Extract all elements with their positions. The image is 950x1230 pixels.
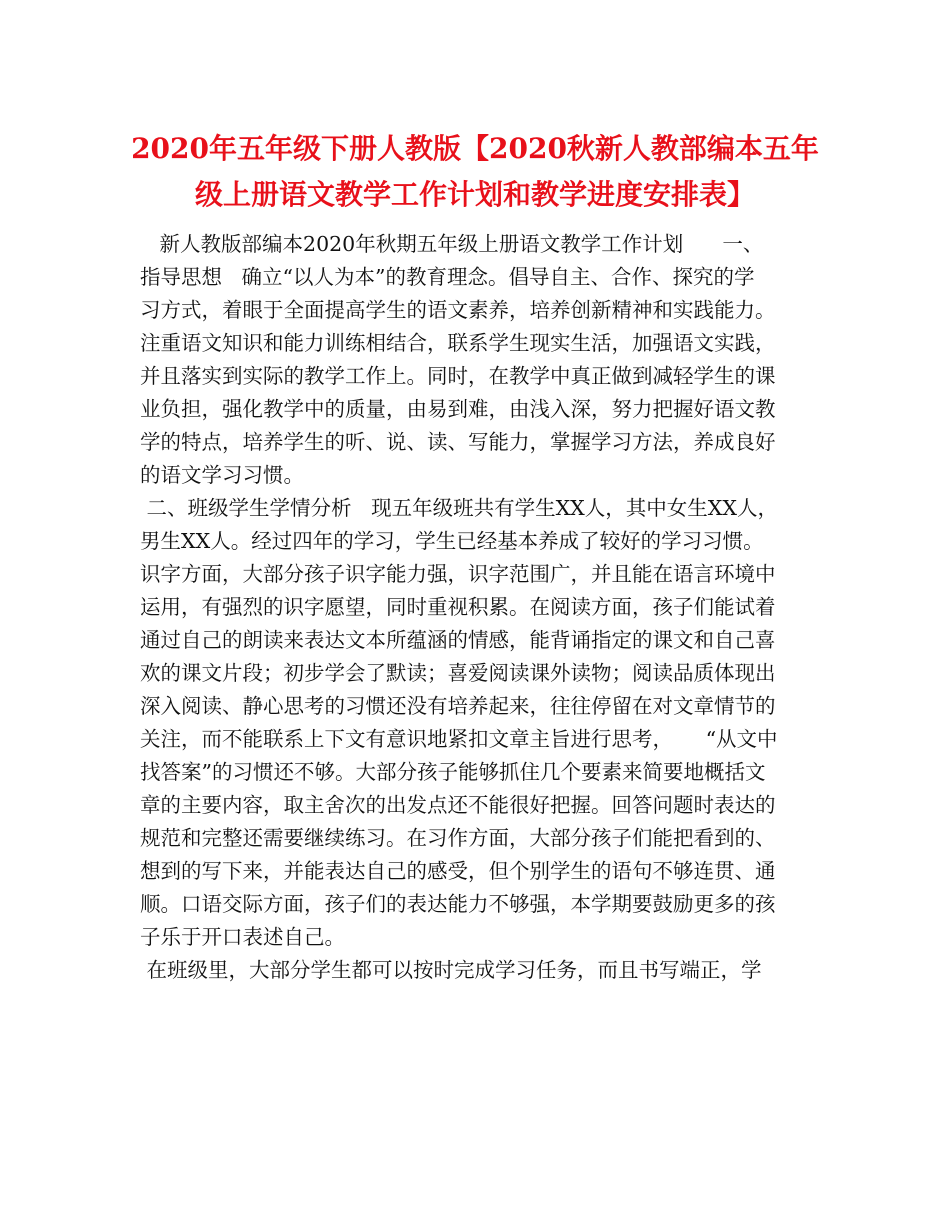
body-line: 并且落实到实际的教学工作上。同时，在教学中真正做到减轻学生的课: [140, 364, 776, 388]
body-line: 在班级里，大部分学生都可以按时完成学习任务，而且书写端正，学: [140, 958, 762, 982]
body-line: 男生XX人。经过四年的学习，学生已经基本养成了较好的学习习惯。: [140, 529, 764, 553]
body-line: 学的特点，培养学生的听、说、读、写能力，掌握学习方法，养成良好: [140, 430, 776, 454]
body-line: 二、班级学生学情分析 现五年级班共有学生XX人，其中女生XX人，: [140, 496, 778, 520]
body-line: 关注，而不能联系上下文有意识地紧扣文章主旨进行思考， “从文中: [140, 727, 778, 751]
body-line: 新人教版部编本2020年秋期五年级上册语文教学工作计划 一、: [140, 232, 764, 256]
body-line: 找答案”的习惯还不够。大部分孩子能够抓住几个要素来简要地概括文: [140, 760, 766, 784]
body-line: 规范和完整还需要继续练习。在习作方面，大部分孩子们能把看到的、: [140, 826, 776, 850]
body-line: 业负担，强化教学中的质量，由易到难，由浅入深，努力把握好语文教: [140, 397, 776, 421]
body-line: 识字方面，大部分孩子识字能力强，识字范围广，并且能在语言环境中: [140, 562, 776, 586]
body-line: 深入阅读、静心思考的习惯还没有培养起来，往往停留在对文章情节的: [140, 694, 776, 718]
body-line: 想到的写下来，并能表达自己的感受，但个别学生的语句不够连贯、通: [140, 859, 776, 883]
body-line: 运用，有强烈的识字愿望，同时重视积累。在阅读方面，孩子们能试着: [140, 595, 776, 619]
document-title-line-1: 2020年五年级下册人教版【2020秋新人教部编本五年: [131, 132, 819, 165]
body-line: 指导思想 确立“以人为本”的教育理念。倡导自主、合作、探究的学: [140, 265, 755, 289]
document-title-line-2: 级上册语文教学工作计划和教学进度安排表】: [194, 178, 755, 211]
body-line: 习方式，着眼于全面提高学生的语文素养，培养创新精神和实践能力。: [140, 298, 776, 322]
body-line: 章的主要内容，取主舍次的出发点还不能很好把握。回答问题时表达的: [140, 793, 776, 817]
body-line: 子乐于开口表述自己。: [140, 925, 345, 949]
body-line: 顺。口语交际方面，孩子们的表达能力不够强，本学期要鼓励更多的孩: [140, 892, 776, 916]
body-line: 通过自己的朗读来表达文本所蕴涵的情感，能背诵指定的课文和自己喜: [140, 628, 776, 652]
body-line: 的语文学习习惯。: [140, 463, 304, 487]
body-line: 注重语文知识和能力训练相结合，联系学生现实生活，加强语文实践，: [140, 331, 776, 355]
body-line: 欢的课文片段；初步学会了默读；喜爱阅读课外读物；阅读品质体现出: [140, 661, 776, 685]
